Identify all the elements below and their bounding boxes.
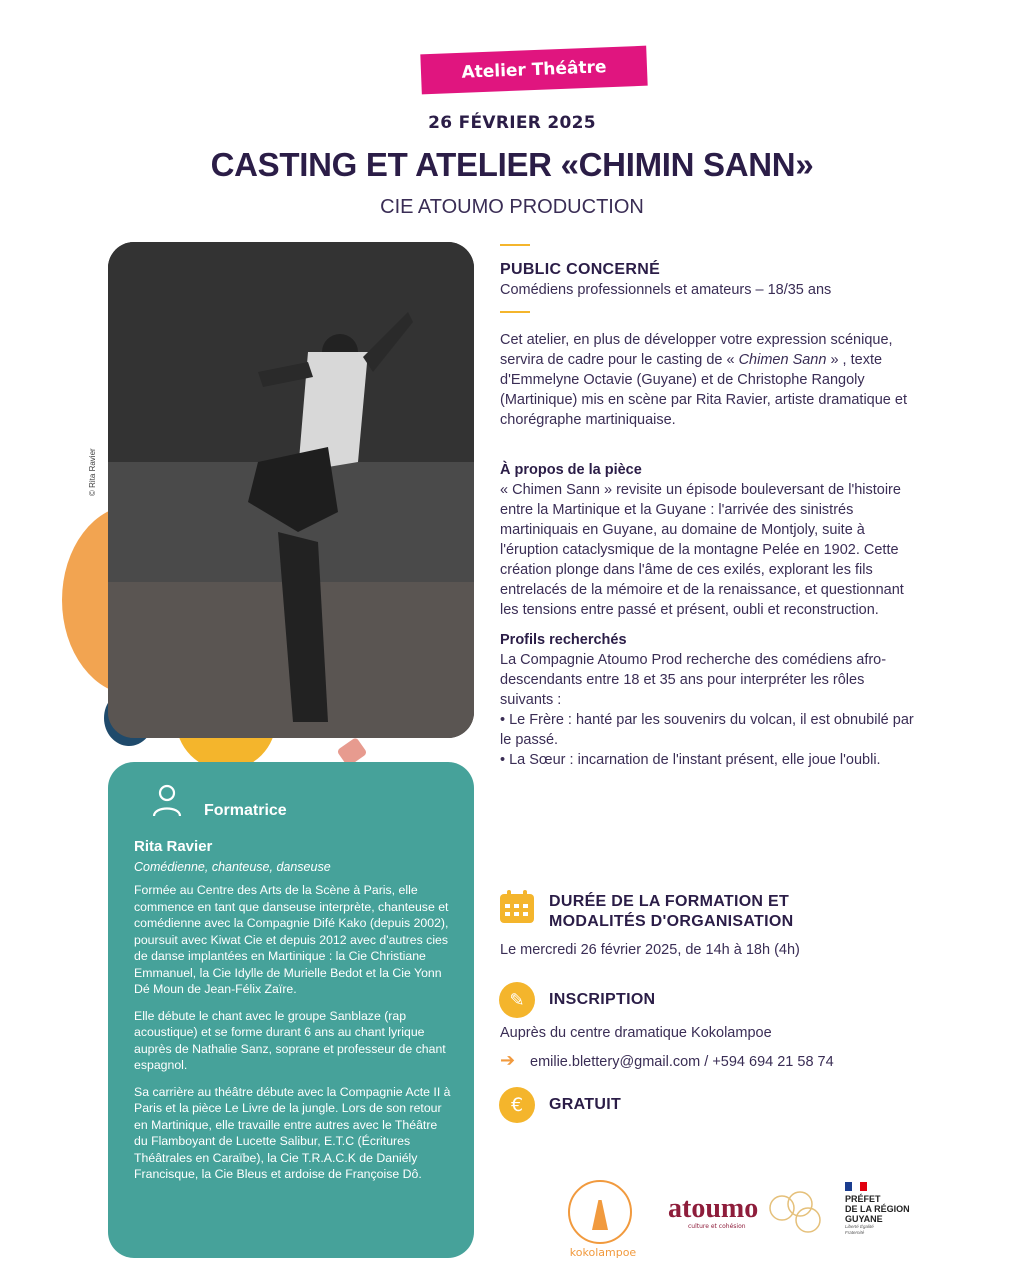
dancer-photo bbox=[108, 242, 474, 738]
divider-middle bbox=[500, 311, 530, 313]
prefet-logo bbox=[845, 1182, 910, 1236]
intro-text-1: Cet atelier, en plus de développer votre expression scénique, servira de cadre pour le casting de « bbox=[500, 332, 893, 368]
bio-paragraph: Sa carrière au théâtre débute avec la Compagnie Acte II à Paris et la pièce Le Livre de la jungle. Lors de son retour en Martinique, elle travaille entre autres avec le Théâtre du Flamboyant de Lucette Salibur, E.T.C (Écritures Théâtrales en Caraïbe), la Cie T.R.A.C.K de Daniély Francisque, la Cie Bleus et ardoise de Françoise Dô. bbox=[134, 1084, 451, 1181]
intro-paragraph bbox=[500, 330, 920, 430]
trainer-card bbox=[108, 762, 474, 1258]
kokolampoe-label: kokolampoe bbox=[569, 1246, 637, 1259]
duration-heading-2: MODALITÉS D'ORGANISATION bbox=[549, 913, 794, 930]
duration-text: Le mercredi 26 février 2025, de 14h à 18h (4h) bbox=[500, 942, 800, 958]
bio-paragraph: Elle débute le chant avec le groupe Sanblaze (rap acoustique) et se forme durant 6 ans au chant lyrique auprès de Nathalie Sanz, soprane et professeur de chant espagnol. bbox=[134, 1008, 446, 1072]
trainer-name: Rita Ravier bbox=[134, 838, 213, 855]
rings-decor-icon bbox=[768, 1190, 824, 1236]
role-item: • La Sœur : incarnation de l'instant présent, elle joue l'oubli. bbox=[500, 752, 881, 768]
category-tag-label: Atelier Théâtre bbox=[461, 57, 607, 83]
inscription-text: Auprès du centre dramatique Kokolampoe bbox=[500, 1025, 772, 1041]
pencil-icon: ✎ bbox=[499, 982, 535, 1018]
dancer-illustration bbox=[108, 242, 474, 738]
intro-text-2: » , texte d'Emmelyne Octavie (Guyane) et de Christophe Rangoly (Martinique) mis en scène par Rita Ravier, artiste dramatique et chorégraphe martiniquaise. bbox=[500, 352, 907, 428]
french-flag-icon bbox=[845, 1182, 867, 1191]
profiles-intro: La Compagnie Atoumo Prod recherche des comédiens afro-descendants entre 18 et 35 ans pour interpréter les rôles suivants : bbox=[500, 652, 887, 708]
intro-play-title: Chimen Sann bbox=[738, 352, 827, 368]
event-date: 26 FÉVRIER 2025 bbox=[428, 113, 596, 133]
role-item: • Le Frère : hanté par les souvenirs du volcan, il est obnubilé par le passé. bbox=[500, 712, 914, 748]
category-tag bbox=[420, 46, 647, 95]
person-icon bbox=[152, 784, 182, 818]
lamp-icon bbox=[568, 1180, 632, 1244]
arrow-right-icon: ➔ bbox=[500, 1050, 516, 1071]
about-text: « Chimen Sann » revisite un épisode bouleversant de l'histoire entre la Martinique et la Guyane : l'arrivée des sinistrés martiniquais en Guyane, au domaine de Montjoly, suite à l'éruption cataclysmique de la montagne Pelée en 1902. Cette création plonge dans l'âme de ces exilés, explorant les fils entrelacés de la mémoire et de la renaissance, et questionnant les tensions entre passé et présent, oubli et reconstruction. bbox=[500, 482, 904, 618]
kokolampoe-logo bbox=[568, 1180, 637, 1259]
prefet-motto: Liberté Égalité Fraternité bbox=[845, 1224, 874, 1235]
bio-paragraph: Formée au Centre des Arts de la Scène à Paris, elle commence en tant que danseuse interprète, chanteuse et comédienne avec la Compagnie Difé Kako (depuis 2002), poursuit avec Kiwat Cie et depuis 2012 avec d'autres cies de danse implantées en Martinique : la Cie Christiane Emmanuel, la Cie Idylle de Murielle Bedot et la Cie Yonn Dé Moun de Jean-Félix Zaïre. bbox=[134, 883, 449, 996]
prefet-line: PRÉFET bbox=[845, 1194, 881, 1204]
inscription-heading: INSCRIPTION bbox=[549, 991, 656, 1008]
profiles-heading: Profils recherchés bbox=[500, 632, 627, 648]
trainer-bio bbox=[134, 882, 452, 1193]
company-subtitle: CIE ATOUMO PRODUCTION bbox=[380, 196, 644, 218]
divider-top bbox=[500, 244, 530, 246]
public-text: Comédiens professionnels et amateurs – 18/35 ans bbox=[500, 282, 832, 298]
trainer-role: Comédienne, chanteuse, danseuse bbox=[134, 860, 331, 874]
photo-credit bbox=[84, 420, 104, 500]
atoumo-wordmark: atoumo bbox=[668, 1193, 759, 1224]
about-heading: À propos de la pièce bbox=[500, 462, 642, 478]
prefet-line: GUYANE bbox=[845, 1214, 883, 1224]
public-heading: PUBLIC CONCERNÉ bbox=[500, 261, 661, 278]
prefet-line: DE LA RÉGION bbox=[845, 1204, 910, 1214]
atoumo-logo bbox=[668, 1195, 758, 1230]
duration-heading-1: DURÉE DE LA FORMATION ET bbox=[549, 893, 790, 910]
photo-credit-text: © Rita Ravier bbox=[88, 448, 97, 496]
atoumo-tagline: culture et cohésion bbox=[688, 1223, 746, 1230]
trainer-heading: Formatrice bbox=[204, 802, 287, 819]
euro-icon: € bbox=[499, 1087, 535, 1123]
contact-link[interactable]: emilie.blettery@gmail.com / +594 694 21 58 74 bbox=[530, 1054, 834, 1070]
price-heading: GRATUIT bbox=[549, 1096, 622, 1113]
page-title: CASTING ET ATELIER «CHIMIN SANN» bbox=[210, 146, 814, 183]
calendar-icon bbox=[499, 890, 535, 924]
